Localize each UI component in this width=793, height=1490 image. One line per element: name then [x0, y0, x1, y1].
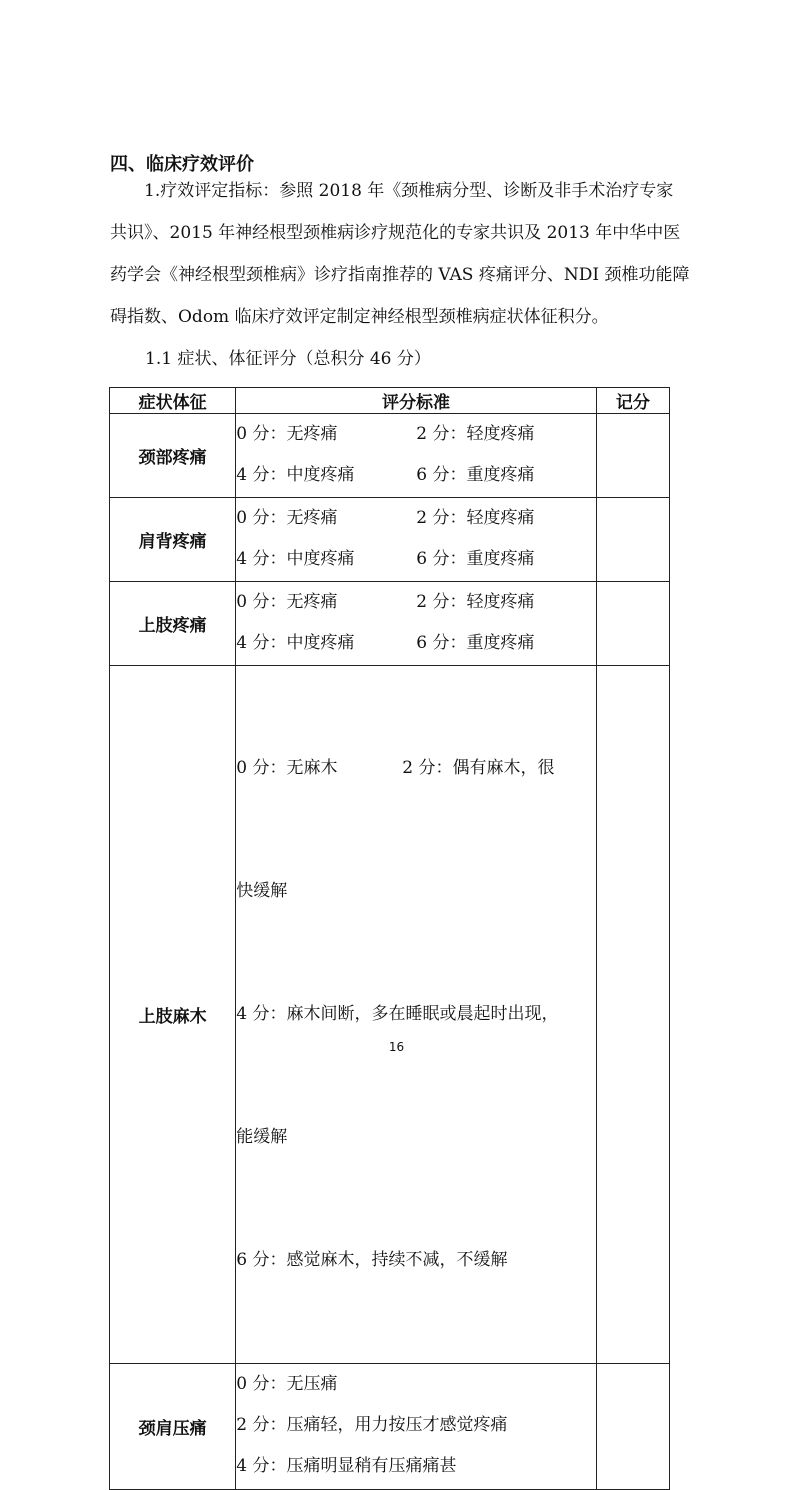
criteria-cell: [236, 666, 597, 1364]
criterion: 0 分：无疼痛: [236, 508, 338, 528]
subsection-heading: 1.1 症状、体征评分（总积分 46 分）: [145, 349, 431, 369]
criterion: 0 分：无疼痛: [236, 424, 338, 444]
table-row: [110, 498, 670, 582]
criterion: 4 分：压痛明显稍有压痛痛甚: [236, 1456, 457, 1476]
criterion: 6 分：重度疼痛: [416, 633, 535, 653]
symptom-name: 上肢麻木: [110, 666, 236, 1364]
criterion: 快缓解: [236, 881, 288, 901]
paragraph-line: 共识》、2015 年神经根型颈椎病诊疗规范化的专家共识及 2013 年中华中医: [110, 223, 681, 243]
paragraph-line: 1.疗效评定指标：参照 2018 年《颈椎病分型、诊断及非手术治疗专家: [144, 181, 674, 201]
criteria-cell: [236, 498, 597, 582]
score-cell[interactable]: [596, 414, 669, 498]
symptom-name: 上肢疼痛: [110, 582, 236, 666]
table-row: [110, 1364, 670, 1490]
symptom-name: 颈部疼痛: [110, 414, 236, 498]
table-row: [110, 582, 670, 666]
section-heading: 四、临床疗效评价: [110, 154, 254, 175]
header-score: 记分: [596, 388, 669, 414]
table-row: [110, 666, 670, 1364]
header-symptom: 症状体征: [110, 388, 236, 414]
criterion: 4 分：中度疼痛: [236, 465, 355, 485]
criterion: 能缓解: [236, 1127, 288, 1147]
criterion: 6 分：感觉麻木，持续不减，不缓解: [236, 1250, 508, 1270]
paragraph-efficacy-criteria: [110, 170, 710, 338]
criterion: 2 分：轻度疼痛: [416, 424, 535, 444]
paragraph-line: 碍指数、Odom 临床疗效评定制定神经根型颈椎病症状体征积分。: [110, 307, 609, 327]
score-cell[interactable]: [596, 666, 669, 1364]
score-cell[interactable]: [596, 1364, 669, 1490]
symptom-score-table: [109, 387, 670, 1490]
page-number: 16: [388, 1040, 405, 1054]
symptom-name: 肩背疼痛: [110, 498, 236, 582]
header-criteria: 评分标准: [236, 388, 597, 414]
symptom-name: 颈肩压痛: [110, 1364, 236, 1490]
criterion: 4 分：中度疼痛: [236, 549, 355, 569]
score-cell[interactable]: [596, 582, 669, 666]
criterion: 2 分：压痛轻，用力按压才感觉疼痛: [236, 1415, 508, 1435]
score-cell[interactable]: [596, 498, 669, 582]
criterion: 0 分：无疼痛: [236, 592, 338, 612]
criteria-cell: [236, 582, 597, 666]
criterion: 4 分：中度疼痛: [236, 633, 355, 653]
criterion: 2 分：轻度疼痛: [416, 508, 535, 528]
criteria-cell: [236, 414, 597, 498]
criterion: 0 分：无压痛: [236, 1374, 338, 1394]
criterion: 0 分：无麻木 2 分：偶有麻木，很: [236, 758, 555, 778]
criterion: 6 分：重度疼痛: [416, 465, 535, 485]
table-row: [110, 414, 670, 498]
criteria-cell: [236, 1364, 597, 1490]
criterion: 6 分：重度疼痛: [416, 549, 535, 569]
criterion: 2 分：轻度疼痛: [416, 592, 535, 612]
criterion: 4 分：麻木间断，多在睡眠或晨起时出现，: [236, 1004, 559, 1024]
table-header-row: [110, 388, 670, 414]
paragraph-line: 药学会《神经根型颈椎病》诊疗指南推荐的 VAS 疼痛评分、NDI 颈椎功能障: [110, 265, 690, 285]
